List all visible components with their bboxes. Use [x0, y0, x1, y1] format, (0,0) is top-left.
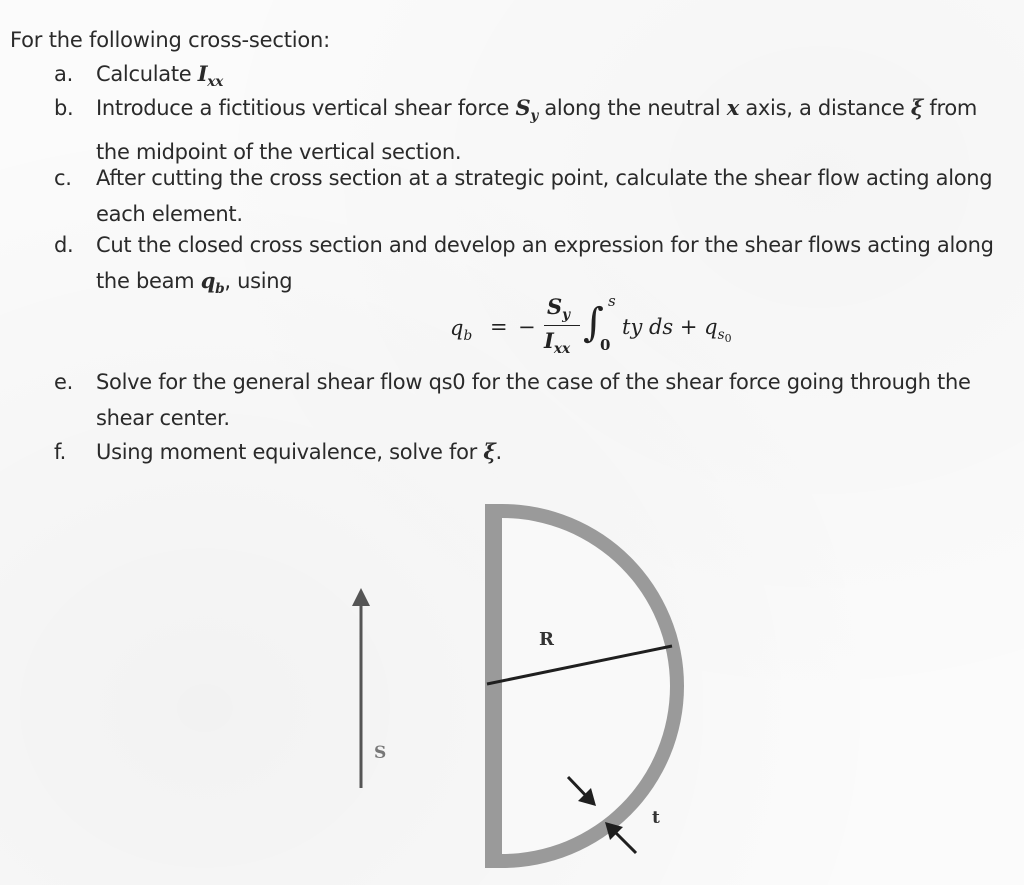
item-text: Introduce a fictitious vertical shear force	[96, 96, 516, 120]
item-text: After cutting the cross section at a strategic point, calculate the shear flow acting along	[96, 166, 993, 190]
item-text: each element.	[96, 202, 243, 226]
item-text: Solve for the general shear flow qs0 for the case of the shear force going through the	[96, 370, 971, 394]
item-text: along the neutral	[537, 96, 727, 120]
eq-symbol: I	[544, 328, 554, 353]
integral-sign: ∫	[583, 300, 604, 346]
math-subscript: y	[530, 108, 538, 124]
math-subscript: xx	[207, 74, 223, 90]
eq-minus: −	[518, 315, 536, 339]
eq-subscript: b	[463, 328, 473, 344]
math-symbol: S	[515, 95, 531, 120]
item-marker: b.	[54, 96, 74, 120]
item-text: from	[923, 96, 978, 120]
item-text: the beam	[96, 269, 201, 293]
item-text: , using	[224, 269, 293, 293]
eq-subscript: y	[562, 307, 571, 323]
integral-lower-limit: 0	[600, 336, 611, 354]
item-text: Calculate	[96, 62, 198, 86]
math-x: x	[726, 95, 739, 120]
item-text: axis, a distance	[738, 96, 911, 120]
eq-subscript-letter: s	[717, 327, 725, 343]
item-marker: d.	[54, 233, 74, 257]
eq-symbol: S	[547, 294, 563, 319]
math-xi: ξ	[910, 95, 924, 120]
force-label: S	[374, 743, 387, 763]
integral-upper-limit: s	[608, 292, 616, 310]
math-symbol: I	[197, 61, 208, 86]
item-marker: e.	[54, 370, 73, 394]
thickness-label: t	[652, 808, 660, 828]
eq-symbol: q	[450, 316, 464, 340]
intro-text: For the following cross-section:	[10, 28, 331, 52]
item-text: shear center.	[96, 406, 230, 430]
radius-label: R	[539, 629, 554, 650]
item-text: Using moment equivalence, solve for	[96, 440, 484, 464]
math-symbol: q	[200, 268, 216, 293]
eq-equals: =	[490, 315, 508, 339]
item-marker: f.	[54, 440, 66, 464]
item-marker: c.	[54, 166, 72, 190]
item-marker: a.	[54, 62, 73, 86]
math-subscript: b	[215, 281, 225, 297]
item-text: the midpoint of the vertical section.	[96, 140, 462, 164]
math-xi: ξ	[483, 439, 496, 464]
d-section-inner	[502, 518, 670, 854]
item-text: Cut the closed cross section and develop an expression for the shear flows acting along	[96, 233, 994, 257]
eq-subsubscript: 0	[724, 332, 732, 345]
shear-force-arrowhead-icon	[352, 588, 370, 606]
eq-subscript: xx	[553, 341, 571, 357]
item-text: .	[495, 440, 502, 464]
eq-symbol: ty ds + q	[622, 315, 718, 339]
